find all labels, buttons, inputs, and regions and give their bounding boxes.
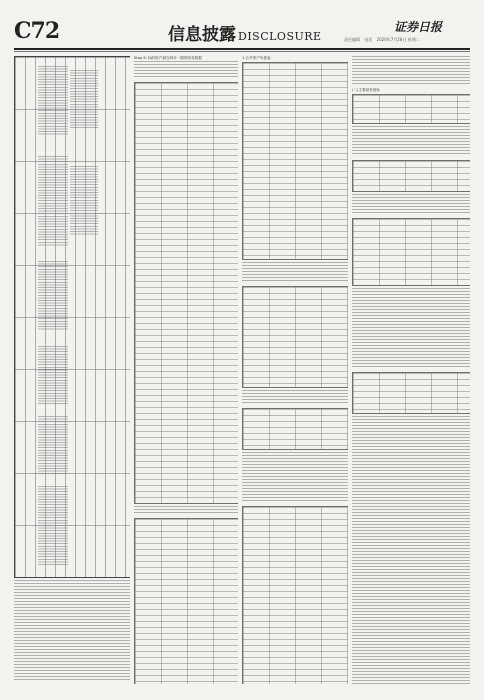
table-text-cell — [38, 156, 68, 246]
section-title-en: DISCLOSURE — [238, 30, 322, 43]
meta-phone: 电话 — [364, 37, 373, 42]
column-2-heading: Step 6: 标的资产最近两年一期的财务数据 — [134, 56, 202, 60]
section-title — [168, 20, 322, 45]
balance-sheet-table — [242, 62, 348, 260]
summary-table — [352, 372, 470, 414]
newspaper-masthead: 证券日报 — [394, 20, 443, 34]
table-text-cell — [38, 416, 68, 476]
column-2 — [134, 56, 238, 684]
table-note — [134, 506, 238, 514]
assessment-table — [352, 218, 470, 286]
table-text-cell — [38, 346, 68, 406]
table-text-cell — [38, 486, 68, 566]
page-number: C72 — [14, 18, 60, 44]
table-text-cell — [38, 66, 68, 136]
indicator-table — [352, 94, 470, 124]
meta-date: 2020年7月28日 星期二 — [376, 37, 420, 42]
page-header — [14, 18, 470, 48]
column-4-heading: (二)主要财务指标 — [352, 88, 380, 92]
column-3-text-2 — [242, 390, 348, 404]
meta-editor: 责任编辑 — [344, 37, 360, 42]
column-4 — [352, 56, 470, 684]
financial-table-2 — [134, 518, 238, 684]
column-4-text-5 — [352, 416, 470, 684]
column-3 — [242, 56, 348, 684]
small-table — [242, 408, 348, 450]
table-text-cell — [38, 261, 68, 331]
column-1-text — [14, 580, 130, 680]
column-3-heading: 1.合并资产负债表 — [242, 56, 271, 60]
valuation-table — [352, 160, 470, 192]
header-rule-thin — [14, 51, 470, 52]
header-meta — [344, 37, 423, 43]
column-4-text-3 — [352, 194, 470, 214]
table-text-cell — [70, 166, 98, 236]
section-title-cn: 信息披露 — [168, 25, 236, 45]
table-text-cell — [70, 70, 98, 130]
financial-table-1 — [134, 82, 238, 504]
cash-flow-table — [242, 506, 348, 684]
column-3-text-1 — [242, 262, 348, 282]
column-4-text-4 — [352, 288, 470, 368]
property-table — [14, 56, 130, 578]
header-rule — [14, 48, 470, 50]
income-table — [242, 286, 348, 388]
column-4-text-1 — [352, 56, 470, 86]
column-1 — [14, 56, 130, 684]
column-4-text-2 — [352, 126, 470, 156]
column-3-text-3 — [242, 452, 348, 502]
column-2-intro-text — [134, 61, 238, 79]
